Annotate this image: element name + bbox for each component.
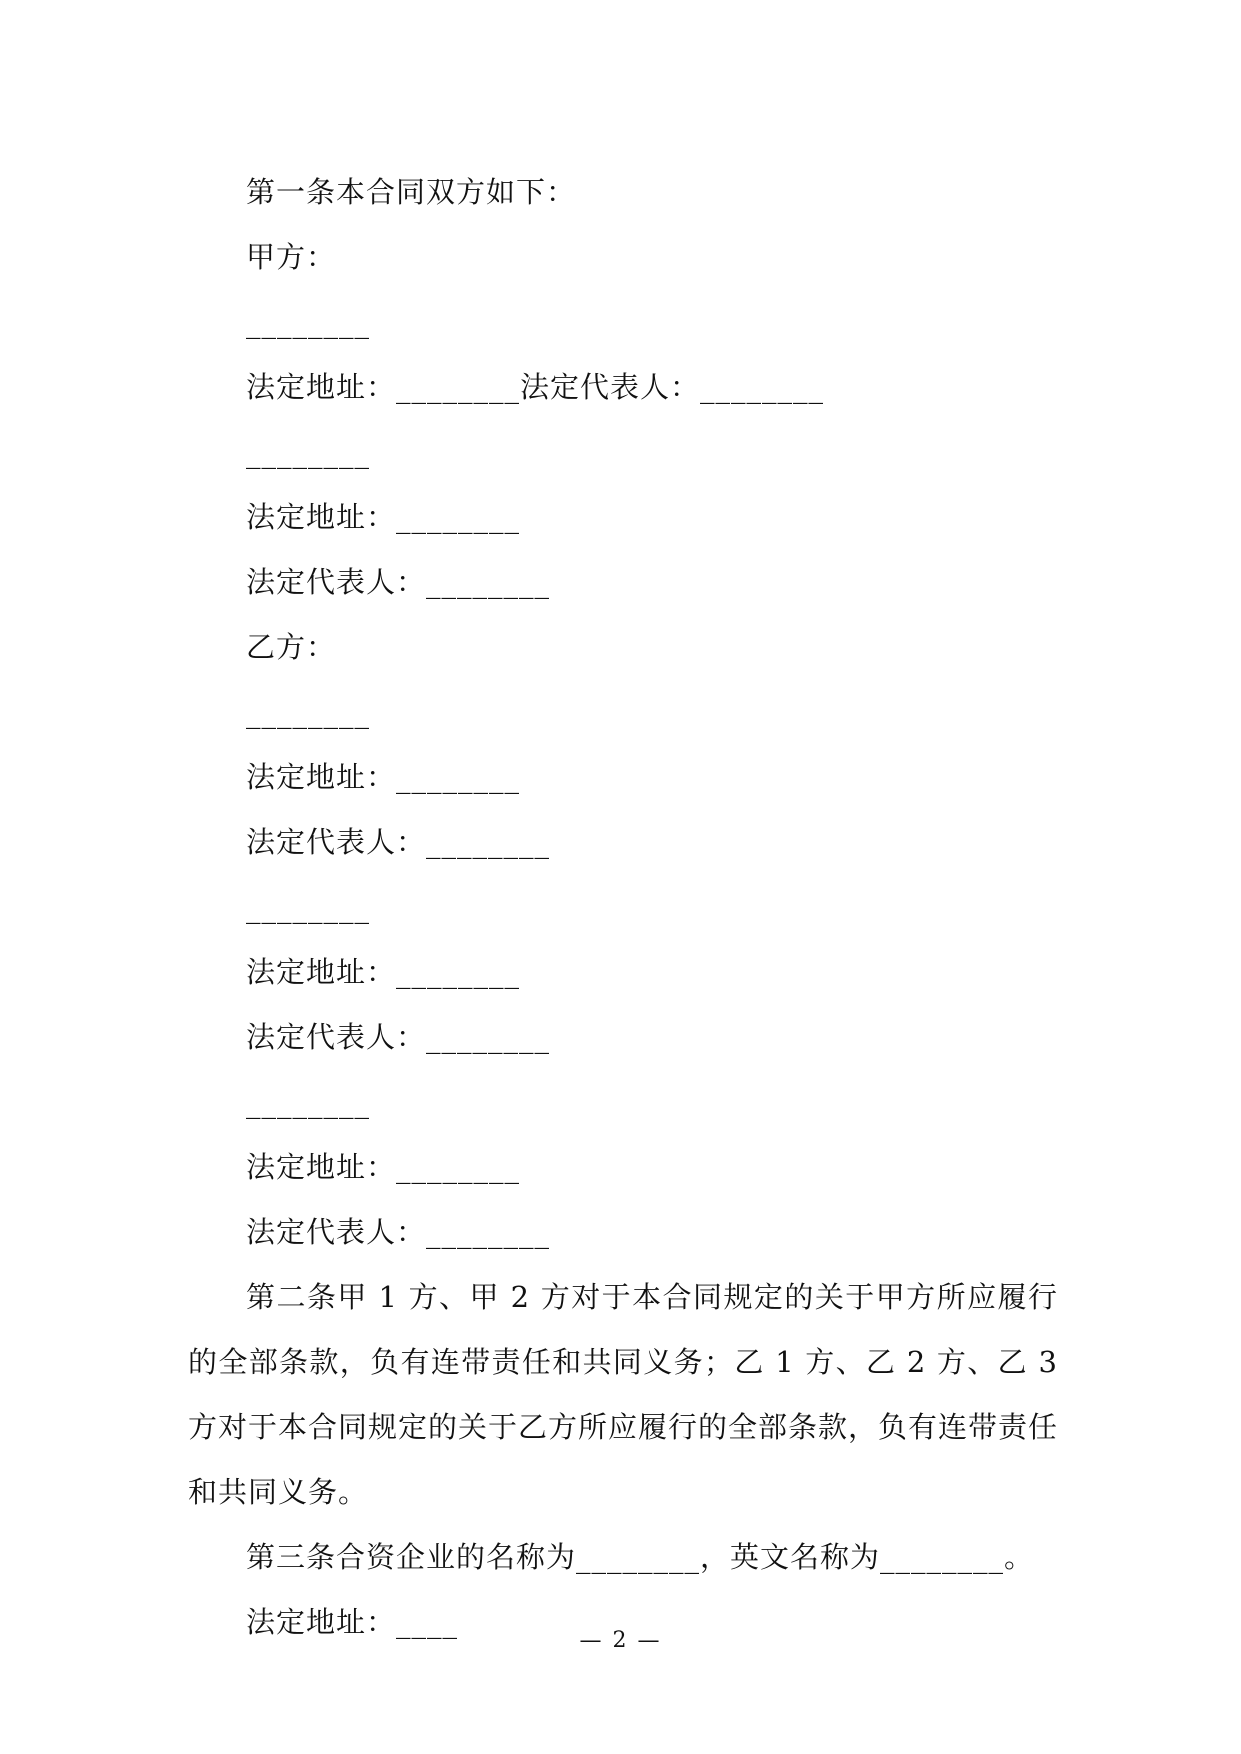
article-3-heading: 第三条合资企业的名称为________，英文名称为________。 xyxy=(246,1540,1035,1574)
party-a-name-blank: ________ xyxy=(246,305,370,339)
party-b2-name-blank: ________ xyxy=(246,890,370,924)
party-b1-representative: 法定代表人：________ xyxy=(246,825,551,859)
page-number: — 2 — xyxy=(579,1628,662,1653)
party-a2-name-blank: ________ xyxy=(246,435,370,469)
party-b-label: 乙方： xyxy=(246,630,337,664)
party-b3-representative: 法定代表人：________ xyxy=(246,1215,551,1249)
joint-venture-address: 法定地址：____ xyxy=(246,1605,459,1639)
article-1-heading: 第一条本合同双方如下： xyxy=(246,175,577,209)
party-a-label: 甲方： xyxy=(246,240,337,274)
party-b2-representative: 法定代表人：________ xyxy=(246,1020,551,1054)
party-b3-name-blank: ________ xyxy=(246,1085,370,1119)
party-b3-address: 法定地址：________ xyxy=(246,1150,521,1184)
party-b1-name-blank: ________ xyxy=(246,695,370,729)
party-a2-representative: 法定代表人：________ xyxy=(246,565,551,599)
party-a-address-representative: 法定地址：________法定代表人：________ xyxy=(246,370,825,404)
party-b2-address: 法定地址：________ xyxy=(246,955,521,989)
article-2-paragraph: 第二条甲 1 方、甲 2 方对于本合同规定的关于甲方所应履行的全部条款，负有连带责任和共同义务；乙 1 方、乙 2 方、乙 3 方对于本合同规定的关于乙方所应履行的全部条款，负有连带责任和共同义务。 xyxy=(188,1280,1059,1509)
party-a2-address: 法定地址：________ xyxy=(246,500,521,534)
party-b1-address: 法定地址：________ xyxy=(246,760,521,794)
document-body xyxy=(188,160,1058,1655)
